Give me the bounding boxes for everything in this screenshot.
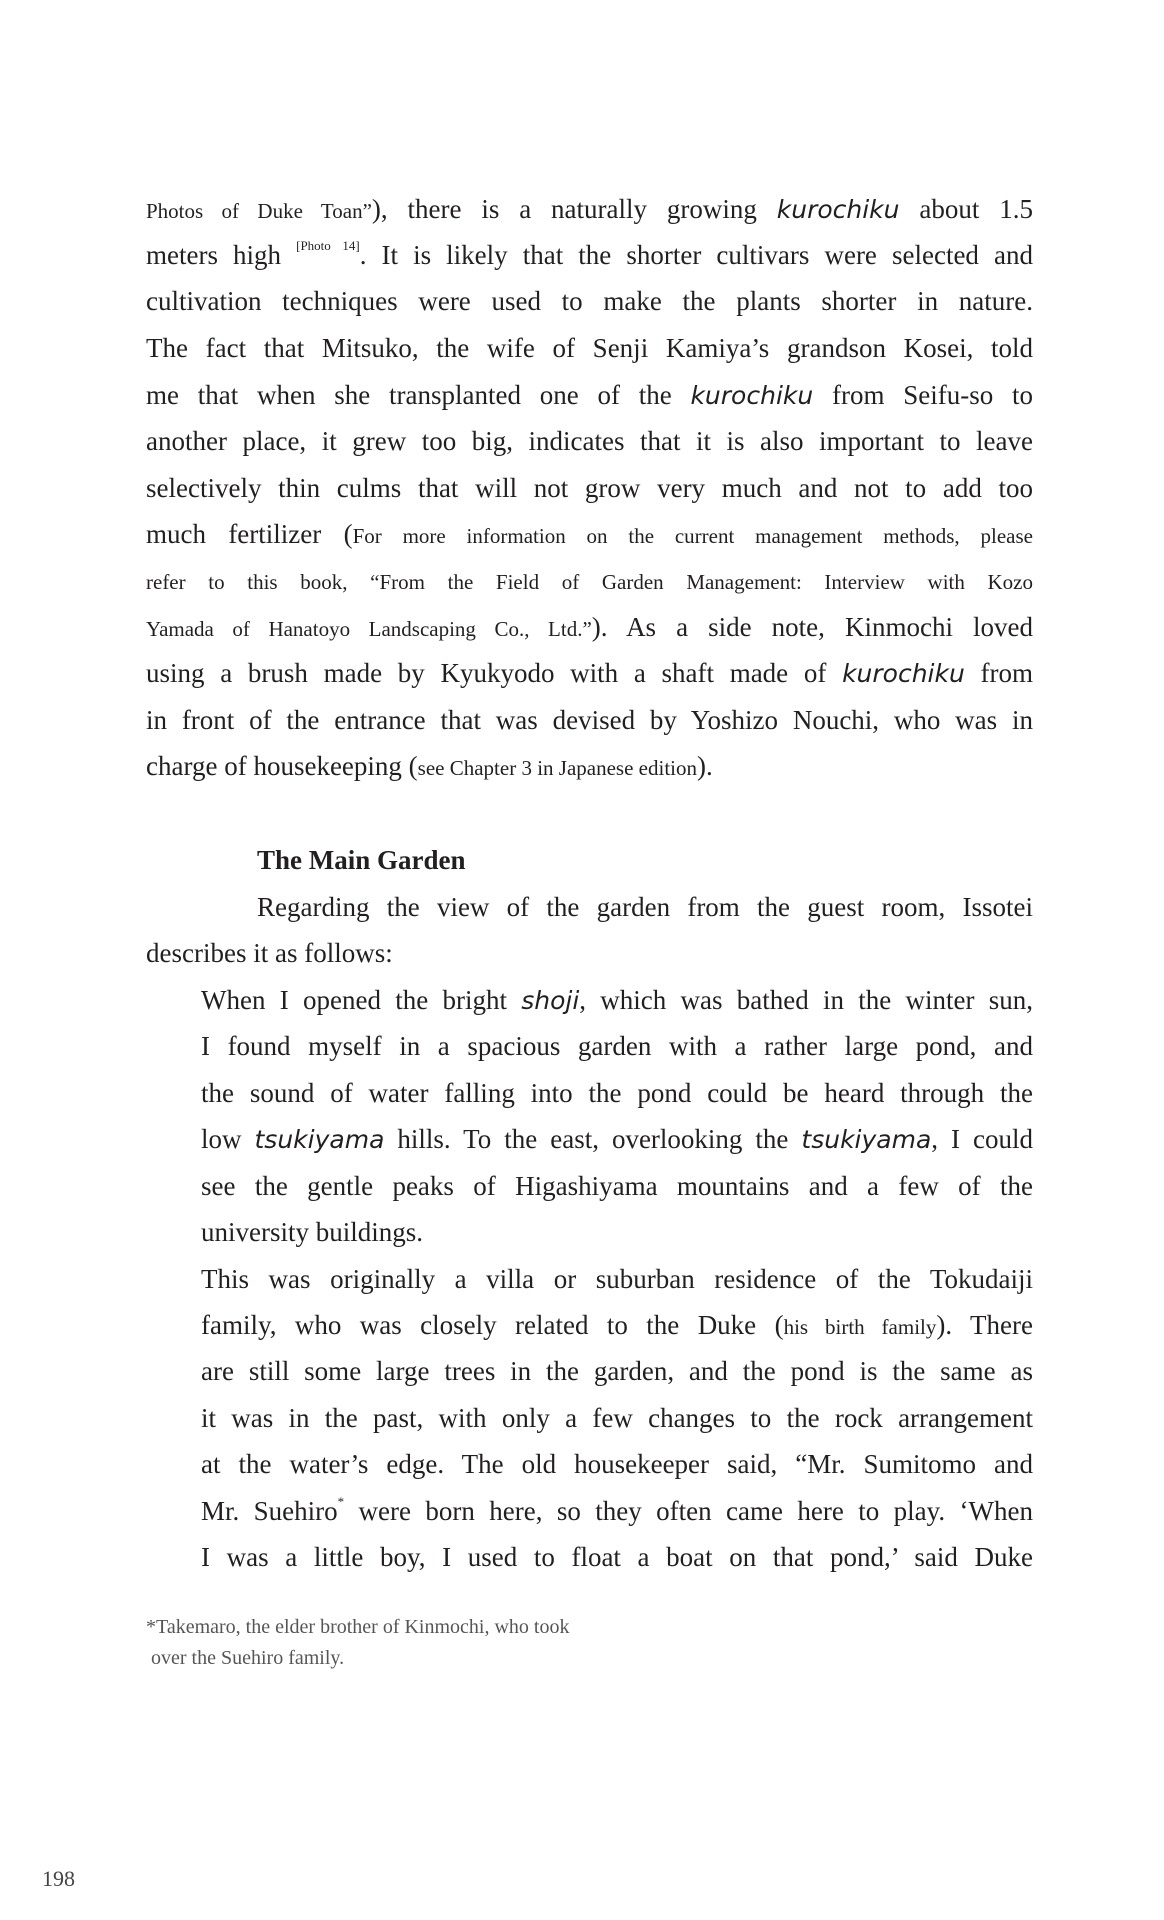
quote-line-10 xyxy=(201,1401,1033,1435)
photo-reference: [Photo 14] xyxy=(296,238,360,253)
line-text: me that when she transplanted one of the xyxy=(146,380,691,410)
quote-line-12 xyxy=(201,1494,1033,1528)
line-text: family, who was closely related to the Duke ( xyxy=(201,1310,784,1340)
line-text: from Seifu-so to xyxy=(813,380,1033,410)
line-text: much fertilizer ( xyxy=(146,519,353,549)
body-line-5 xyxy=(146,378,1033,413)
line-text: using a brush made by Kyukyodo with a shaft made of xyxy=(146,658,843,688)
italic-term: tsukiyama xyxy=(254,1125,385,1154)
line-text: The fact that Mitsuko, the wife of Senji Kamiya’s grandson Kosei, told xyxy=(146,333,1033,363)
line-text: another place, it grew too big, indicates that it is also important to leave xyxy=(146,426,1033,456)
line-text: hills. To the east, overlooking the xyxy=(384,1124,802,1154)
body-line-6 xyxy=(146,424,1033,458)
quote-line-3 xyxy=(201,1076,1033,1110)
line-text: . It is likely that the shorter cultivars were selected and xyxy=(359,240,1033,270)
line-text: were born here, so they often came here to play. ‘When xyxy=(344,1496,1033,1526)
section-heading: The Main Garden xyxy=(257,845,466,875)
line-text: low xyxy=(201,1124,255,1154)
line-text: ). As a side note, Kinmochi loved xyxy=(591,612,1033,642)
line-text: When I opened the bright xyxy=(201,985,522,1015)
italic-term: kurochiku xyxy=(776,195,900,224)
body-line-9 xyxy=(146,563,1033,599)
body-line-2 xyxy=(146,238,1033,272)
page-number: 198 xyxy=(42,1866,75,1891)
inline-small: his birth family xyxy=(783,1315,937,1339)
inline-small: For more information on the current management methods, please xyxy=(352,524,1033,548)
italic-term: kurochiku xyxy=(690,381,814,410)
line-text: cultivation techniques were used to make the plants shorter in nature. xyxy=(146,286,1033,316)
inline-small: see Chapter 3 in Japanese edition xyxy=(417,756,697,780)
quote-line-1 xyxy=(201,983,1033,1018)
body-line-12 xyxy=(146,703,1033,737)
italic-term: tsukiyama xyxy=(801,1125,932,1154)
inline-small: refer to this book, “From the Field of Garden Management: Interview with Kozo xyxy=(146,570,1033,594)
line-text: charge of housekeeping ( xyxy=(146,751,418,781)
line-text: meters high xyxy=(146,240,297,270)
intro-line-2 xyxy=(146,936,1033,970)
quote-line-9 xyxy=(201,1354,1033,1388)
quote-line-6 xyxy=(201,1215,1033,1249)
quote-line-13 xyxy=(201,1540,1033,1574)
line-text: Regarding the view of the garden from the guest room, Issotei xyxy=(257,892,1033,922)
line-text: selectively thin culms that will not grow very much and not to add too xyxy=(146,473,1033,503)
line-text: about 1.5 xyxy=(899,194,1033,224)
body-line-3 xyxy=(146,284,1033,318)
line-text: are still some large trees in the garden, and the pond is the same as xyxy=(201,1356,1033,1386)
quote-line-7 xyxy=(201,1262,1033,1296)
line-text: in front of the entrance that was devised by Yoshizo Nouchi, who was in xyxy=(146,705,1033,735)
quote-line-4 xyxy=(201,1122,1033,1157)
italic-term: kurochiku xyxy=(842,659,965,688)
line-text: university buildings. xyxy=(201,1217,423,1247)
body-line-1 xyxy=(146,192,1033,228)
line-text: Mr. Suehiro xyxy=(201,1496,338,1526)
line-text: , I could xyxy=(931,1124,1034,1154)
body-line-13 xyxy=(146,749,1033,785)
footnote-line-1: *Takemaro, the elder brother of Kinmochi, who took xyxy=(146,1616,570,1638)
footnote-line-2: over the Suehiro family. xyxy=(146,1647,345,1669)
intro-line-1 xyxy=(257,890,1033,924)
quote-line-11 xyxy=(201,1447,1033,1481)
line-text: the sound of water falling into the pond could be heard through the xyxy=(201,1078,1033,1108)
line-text: from xyxy=(964,658,1034,688)
line-text: I was a little boy, I used to float a boat on that pond,’ said Duke xyxy=(201,1542,1033,1572)
line-text: see the gentle peaks of Higashiyama mountains and a few of the xyxy=(201,1171,1033,1201)
quote-line-2 xyxy=(201,1029,1033,1063)
quote-line-5 xyxy=(201,1169,1033,1203)
footnote-marker: * xyxy=(337,1494,345,1509)
body-line-4 xyxy=(146,331,1033,365)
line-text: I found myself in a spacious garden with a rather large pond, and xyxy=(201,1031,1033,1061)
line-text: describes it as follows: xyxy=(146,938,393,968)
body-line-10 xyxy=(146,610,1033,646)
inline-small: Photos of Duke Toan” xyxy=(146,199,372,223)
quote-line-8 xyxy=(201,1308,1033,1344)
body-line-7 xyxy=(146,471,1033,505)
inline-small: Yamada of Hanatoyo Landscaping Co., Ltd.” xyxy=(146,617,592,641)
line-text: ). xyxy=(696,751,713,781)
italic-term: shoji xyxy=(521,986,580,1015)
body-line-8 xyxy=(146,517,1033,553)
line-text: This was originally a villa or suburban residence of the Tokudaiji xyxy=(201,1264,1033,1294)
line-text: at the water’s edge. The old housekeeper said, “Mr. Sumitomo and xyxy=(201,1449,1033,1479)
line-text: ). There xyxy=(936,1310,1033,1340)
line-text: ), there is a naturally growing xyxy=(371,194,777,224)
body-line-11 xyxy=(146,656,1033,691)
line-text: , which was bathed in the winter sun, xyxy=(579,985,1033,1015)
line-text: it was in the past, with only a few changes to the rock arrangement xyxy=(201,1403,1033,1433)
